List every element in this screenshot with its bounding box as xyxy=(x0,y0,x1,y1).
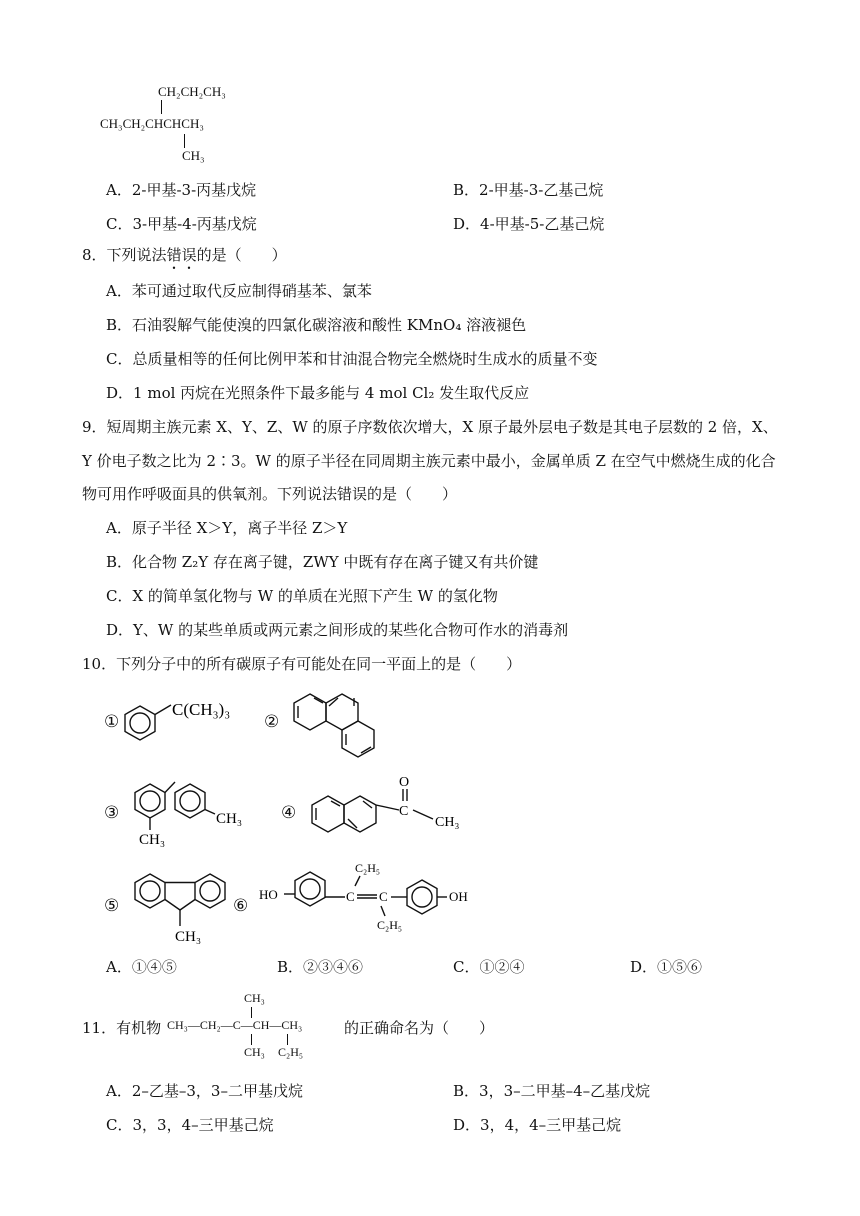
q11-stem-start xyxy=(82,1018,161,1038)
q8-option-d xyxy=(106,383,529,403)
q11-stem-pre: 有机物 xyxy=(116,1019,162,1037)
option-label: B． xyxy=(106,553,133,571)
option-text: X 的简单氢化物与 W 的单质在光照下产生 W 的氢化物 xyxy=(132,587,498,605)
option-text: 2–乙基–3，3–二甲基戊烷 xyxy=(131,1082,303,1100)
m6-oh: OH xyxy=(449,889,468,904)
molecule-3-dimethylbiphenyl xyxy=(135,782,215,830)
option-text: 4-甲基-5-乙基己烷 xyxy=(480,215,605,233)
q11-bond-down-left xyxy=(251,1034,252,1045)
option-label: A． xyxy=(106,958,132,976)
q7-structure-top: CH₂CH₂CH₃ xyxy=(158,84,226,99)
q9-option-b xyxy=(106,552,538,572)
q11-option-b xyxy=(453,1081,650,1101)
option-text: 原子半径 X＞Y，离子半径 Z＞Y xyxy=(131,519,348,537)
m5-ch3: CH₃ xyxy=(175,929,202,945)
m6-carbon-left: C xyxy=(346,889,355,904)
option-label: D． xyxy=(453,1116,481,1134)
molecule-4-acetonaphthone xyxy=(312,789,433,832)
option-text: ②③④⑥ xyxy=(303,958,364,976)
q11-structure-bottom-right: C₂H₅ xyxy=(278,1045,304,1059)
option-text: 化合物 Z₂Y 存在离子键，ZWY 中既有存在离子键又有共价键 xyxy=(132,553,539,571)
question-number: 10． xyxy=(82,655,117,673)
q7-option-a xyxy=(106,180,256,200)
m6-ho: HO xyxy=(259,887,278,902)
q7-option-d xyxy=(453,214,604,234)
option-text: 2-甲基-3-乙基己烷 xyxy=(479,181,604,199)
option-label: A． xyxy=(106,519,132,537)
q9-stem-text: 短周期主族元素 X、Y、Z、W 的原子序数依次增大，X 原子最外层电子数是其电子层数的 2 倍，X、 xyxy=(106,418,778,436)
option-label: B． xyxy=(453,181,480,199)
question-number: 11． xyxy=(82,1019,117,1037)
question-number: 8． xyxy=(82,246,107,264)
m4-ch3: CH₃ xyxy=(435,815,460,830)
q9-stem-line2: Y 价电子数之比为 2∶3。W 的原子半径在同周期主族元素中最小，金属单质 Z 在空气中燃烧生成的化合 xyxy=(82,452,776,470)
q10-option-a xyxy=(106,957,177,977)
option-label: C． xyxy=(106,215,133,233)
marker-4: ④ xyxy=(281,803,297,823)
option-text: 总质量相等的任何比例甲苯和甘油混合物完全燃烧时生成水的质量不变 xyxy=(132,350,598,368)
marker-1: ① xyxy=(104,712,120,732)
q9-stem-line3: 物可用作呼吸面具的供氧剂。下列说法错误的是（ ） xyxy=(82,485,458,503)
q10-molecules xyxy=(95,686,515,956)
q8-option-c xyxy=(106,349,598,369)
q8-stem-text: 下列说法 xyxy=(106,246,167,264)
q11-option-c xyxy=(106,1115,274,1135)
q11-structure-bottom-left: CH₃ xyxy=(244,1045,265,1059)
option-label: D． xyxy=(106,621,134,639)
option-text: 2-甲基-3-丙基戊烷 xyxy=(131,181,257,199)
q11-option-d xyxy=(453,1115,621,1135)
q10-option-c xyxy=(453,957,525,977)
option-label: B． xyxy=(277,958,304,976)
q7-bond-down xyxy=(184,134,185,148)
q7-structure-main: CH₃CH₂CHCHCH₃ xyxy=(100,116,204,131)
q11-stem-end: 的正确命名为（ ） xyxy=(344,1019,495,1037)
q7-structure xyxy=(100,82,260,170)
q10-option-d xyxy=(630,957,702,977)
q8-stem xyxy=(82,245,287,273)
option-text: 1 mol 丙烷在光照条件下最多能与 4 mol Cl₂ 发生取代反应 xyxy=(133,384,530,402)
option-text: ①②④ xyxy=(479,958,525,976)
m4-oxygen: O xyxy=(399,775,410,790)
q7-option-b xyxy=(453,180,603,200)
option-label: A． xyxy=(106,1082,132,1100)
q8-emphasis: 错误 xyxy=(166,246,197,264)
q8-option-a xyxy=(106,281,372,301)
q7-option-c xyxy=(106,214,257,234)
q9-option-a xyxy=(106,518,347,538)
q11-structure-main: CH₃—CH₂—C—CH—CH₃ xyxy=(167,1018,303,1032)
option-label: D． xyxy=(630,958,658,976)
molecule-6-stilbene-diol xyxy=(284,872,447,916)
q9-option-d xyxy=(106,620,568,640)
option-label: B． xyxy=(106,316,133,334)
m3-ch3-bottom: CH₃ xyxy=(139,832,166,848)
q8-option-b xyxy=(106,315,526,335)
option-label: A． xyxy=(106,181,132,199)
q10-stem xyxy=(82,654,521,674)
option-label: C． xyxy=(106,350,133,368)
q11-bond-up xyxy=(251,1007,252,1018)
q10-stem-text: 下列分子中的所有碳原子有可能处在同一平面上的是（ ） xyxy=(116,655,522,673)
molecule-1-tert-butylbenzene xyxy=(125,705,171,740)
option-label: D． xyxy=(453,215,481,233)
option-text: 3-甲基-4-丙基戊烷 xyxy=(132,215,257,233)
q8-stem-end: 的是（ ） xyxy=(196,246,287,264)
question-number: 9． xyxy=(82,418,107,436)
option-text: 3，3，4–三甲基己烷 xyxy=(132,1116,274,1134)
q11-structure-top: CH₃ xyxy=(244,991,265,1005)
option-text: ①④⑤ xyxy=(131,958,177,976)
marker-3: ③ xyxy=(104,803,120,823)
marker-5: ⑤ xyxy=(104,896,120,916)
m6-carbon-right: C xyxy=(379,889,388,904)
q11-structure xyxy=(167,990,339,1060)
m6-c2h5-top: C₂H₅ xyxy=(355,861,381,875)
option-text: ①⑤⑥ xyxy=(657,958,703,976)
q11-option-a xyxy=(106,1081,303,1101)
q9-option-c xyxy=(106,586,498,606)
option-text: 石油裂解气能使溴的四氯化碳溶液和酸性 KMnO₄ 溶液褪色 xyxy=(132,316,527,334)
option-text: 3，4，4–三甲基己烷 xyxy=(480,1116,622,1134)
m3-ch3-right: CH₃ xyxy=(216,811,243,827)
marker-6: ⑥ xyxy=(233,896,249,916)
marker-2: ② xyxy=(264,712,280,732)
q7-structure-bottom: CH₃ xyxy=(182,148,205,163)
m4-carbon: C xyxy=(399,804,409,819)
option-text: 3，3–二甲基–4–乙基戊烷 xyxy=(479,1082,651,1100)
q11-bond-down-right xyxy=(287,1034,288,1045)
option-label: A． xyxy=(106,282,132,300)
option-label: B． xyxy=(453,1082,480,1100)
m6-c2h5-bottom: C₂H₅ xyxy=(377,918,403,932)
option-text: Y、W 的某些单质或两元素之间形成的某些化合物可作水的消毒剂 xyxy=(133,621,569,639)
q9-stem-line1 xyxy=(82,417,778,437)
q10-option-b xyxy=(277,957,363,977)
molecule-2-phenanthrene xyxy=(294,694,374,757)
molecule-5-methylfluorene xyxy=(135,874,225,926)
option-label: C． xyxy=(106,1116,133,1134)
option-label: D． xyxy=(106,384,134,402)
q7-bond-up xyxy=(161,100,162,114)
option-label: C． xyxy=(453,958,480,976)
option-text: 苯可通过取代反应制得硝基苯、氯苯 xyxy=(131,282,372,300)
m1-substituent: C(CH₃)₃ xyxy=(172,700,231,719)
option-label: C． xyxy=(106,587,133,605)
